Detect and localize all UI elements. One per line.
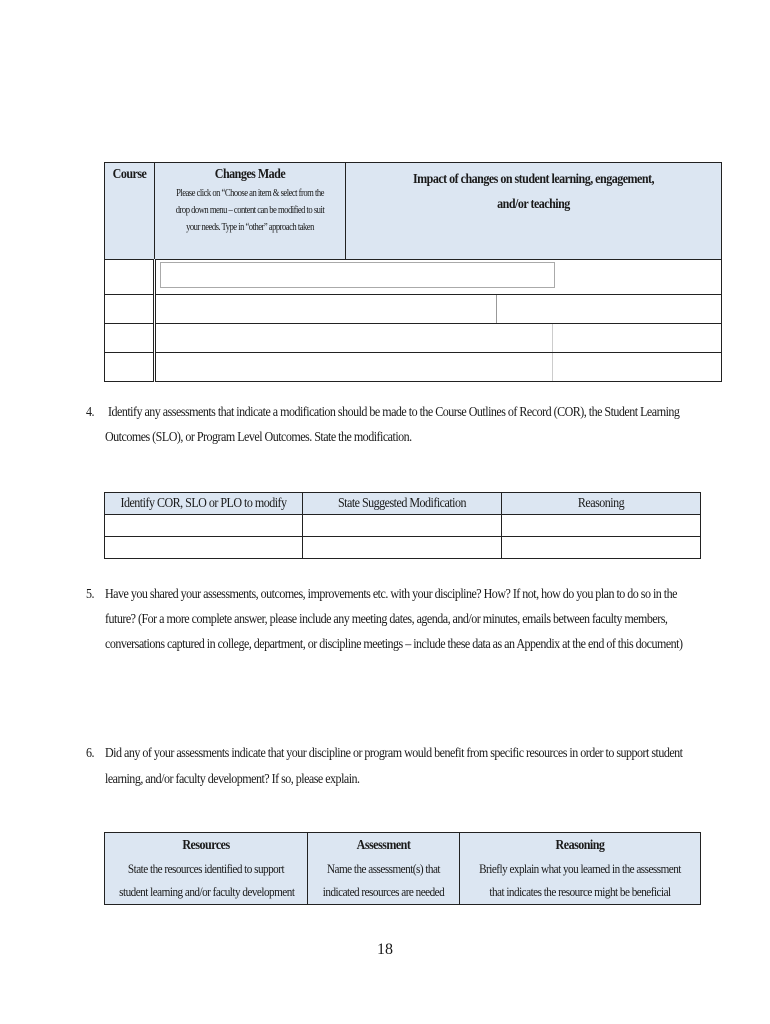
question-4-line: Identify any assessments that indicate a modification should be made to the Course Outlines of Record (COR), the Student Learning xyxy=(108,405,680,420)
resources-desc-line: student learning and/or faculty development xyxy=(119,884,295,899)
modification-cell[interactable] xyxy=(502,515,701,537)
modification-table-header xyxy=(105,493,701,515)
course-cell[interactable] xyxy=(105,353,155,382)
changes-made-label: Changes Made xyxy=(214,167,286,182)
assessment-desc-line: indicated resources are needed xyxy=(322,884,445,899)
assessment-column xyxy=(308,833,460,905)
changes-made-header xyxy=(155,163,346,260)
reasoning-desc-line: that indicates the resource might be beneficial xyxy=(489,884,671,899)
question-5-line: future? (For a more complete answer, please include any meeting dates, agenda, and/or minutes, emails between faculty members, xyxy=(105,612,668,627)
course-header xyxy=(105,163,155,260)
changes-row xyxy=(105,353,722,382)
changes-instructions-line: your needs. Type in “other” approach taken xyxy=(186,222,314,233)
assessment-desc-line: Name the assessment(s) that xyxy=(326,861,441,876)
changes-cell[interactable] xyxy=(155,324,722,353)
question-4-number: 4. xyxy=(86,405,95,420)
changes-cell[interactable] xyxy=(155,260,722,295)
changes-cell[interactable] xyxy=(155,295,722,324)
modification-cell[interactable] xyxy=(105,537,303,559)
modification-cell[interactable] xyxy=(105,515,303,537)
impact-header-line: Impact of changes on student learning, engagement, xyxy=(412,172,655,187)
resources-table-header xyxy=(105,833,701,905)
changes-row xyxy=(105,260,722,295)
modification-cell[interactable] xyxy=(303,515,502,537)
modification-row xyxy=(105,537,701,559)
changes-cell[interactable] xyxy=(155,353,722,382)
page-number: 18 xyxy=(377,941,393,958)
question-4-line: Outcomes (SLO), or Program Level Outcomes. State the modification. xyxy=(105,430,412,445)
resources-table xyxy=(104,832,701,905)
modification-cell[interactable] xyxy=(303,537,502,559)
question-5-line: Have you shared your assessments, outcomes, improvements etc. with your discipline? How? If not, how do you plan to do so in the xyxy=(105,587,677,602)
course-cell[interactable] xyxy=(105,324,155,353)
question-6-number: 6. xyxy=(86,746,95,761)
impact-header xyxy=(346,163,722,260)
changes-table xyxy=(104,162,722,382)
choose-item-dropdown[interactable] xyxy=(160,262,555,288)
modification-cell[interactable] xyxy=(502,537,701,559)
modification-table xyxy=(104,492,701,559)
question-5-number: 5. xyxy=(86,587,95,602)
changes-row xyxy=(105,295,722,324)
resources-column xyxy=(105,833,308,905)
modification-header-cell xyxy=(303,493,502,515)
impact-header-line: and/or teaching xyxy=(497,197,570,212)
changes-instructions-line: Please click on “Choose an item & select from the xyxy=(176,188,324,199)
assessment-title: Assessment xyxy=(356,838,411,853)
identify-header: Identify COR, SLO or PLO to modify xyxy=(120,496,287,511)
reasoning-column xyxy=(460,833,701,905)
resources-title: Resources xyxy=(182,838,230,853)
course-cell[interactable] xyxy=(105,260,155,295)
course-cell[interactable] xyxy=(105,295,155,324)
reasoning-desc-line: Briefly explain what you learned in the assessment xyxy=(479,861,681,876)
reasoning-title: Reasoning xyxy=(555,838,605,853)
modification-header-cell xyxy=(502,493,701,515)
question-6-line: learning, and/or faculty development? If so, please explain. xyxy=(105,772,360,787)
course-header-label: Course xyxy=(112,167,147,182)
suggested-modification-header: State Suggested Modification xyxy=(337,496,467,511)
question-6-line: Did any of your assessments indicate that your discipline or program would benefit from specific resources in order to support student xyxy=(105,746,683,761)
changes-row xyxy=(105,324,722,353)
resources-desc-line: State the resources identified to support xyxy=(127,861,285,876)
reasoning-header: Reasoning xyxy=(577,496,625,511)
changes-instructions-line: drop down menu – content can be modified to suit xyxy=(175,205,325,216)
modification-header-cell xyxy=(105,493,303,515)
question-5-line: conversations captured in college, department, or discipline meetings – include these data as an Appendix at the end of this document) xyxy=(105,637,683,652)
modification-row xyxy=(105,515,701,537)
changes-table-header xyxy=(105,163,722,260)
